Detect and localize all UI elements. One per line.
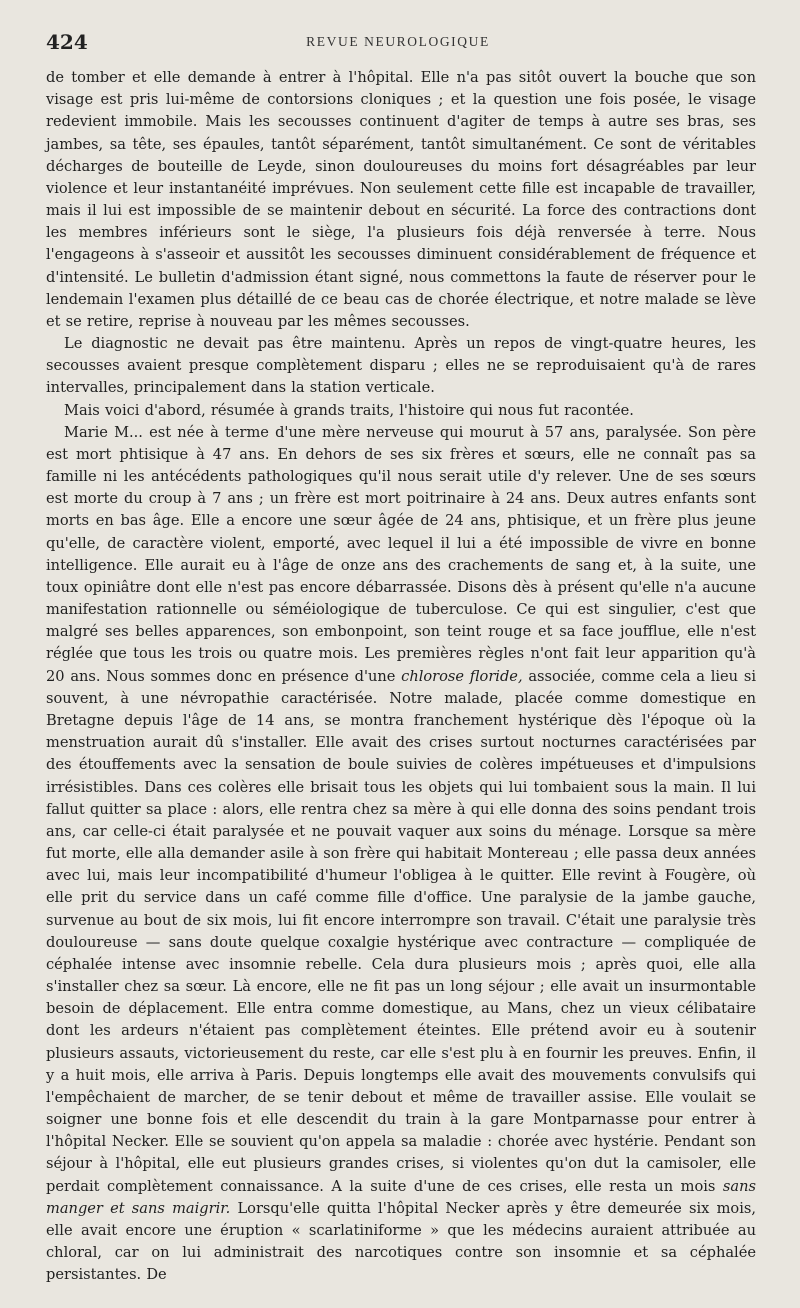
paragraph — [46, 400, 756, 422]
text-run: Marie M... est née à terme d'une mère nerveuse qui mourut à 57 ans, paralysée. Son père est mort phtisique à 47 ans. En dehors de ses six frères et sœurs, elle ne connaît pas sa famille ni les antécédents pathologiques qu'il nous serait utile d'y relever. Une de ses sœurs est morte du croup à 7 ans ; un frère est mort poitrinaire à 24 ans. Deux autres enfants sont morts en bas âge. Elle a encore une sœur âgée de 24 ans, phtisique, et un frère plus jeune qu'elle, de caractère violent, emporté, avec lequel il lui a été impossible de vivre en bonne intelligence. Elle aurait eu à l'âge de onze ans des crachements de sang et, à la suite, une toux opiniâtre dont elle n'est pas encore débarrassée. Disons dès à présent qu'elle n'a aucune manifestation rationnelle ou séméiologique de tuberculose. Ce qui est singulier, c'est que malgré ses belles apparences, son embonpoint, son teint rouge et sa face joufflue, elle n'est réglée que tous les trois ou quatre mois. Les premières règles n'ont fait leur apparition qu'à 20 ans. Nous sommes donc en présence d'une — [46, 423, 756, 685]
paragraph — [46, 67, 756, 333]
text-run: associée, comme cela a lieu si souvent, à une névropathie caractérisée. Notre malade, placée comme domestique en Bretagne depuis l'âge de 14 ans, se montra franchement hystérique dès l'époque où la menstruation aurait dû s'installer. Elle avait des crises surtout nocturnes caractérisées par des étouffements avec la sensation de boule suivies de colères impétueuses et d'impulsions irrésistibles. Dans ces colères elle brisait tous les objets qui lui tombaient sous la main. Il lui fallut quitter sa place : alors, elle rentra chez sa mère à qui elle donna des soins pendant trois ans, car celle-ci était paralysée et ne pouvait vaquer aux soins du ménage. Lorsque sa mère fut morte, elle alla demander asile à son frère qui habitait Montereau ; elle passa deux années avec lui, mais leur incompatibilité d'humeur l'obligea à le quitter. Elle revint à Fougère, où elle prit du service dans un café comme fille d'office. Une paralysie de la jambe gauche, survenue au bout de six mois, lui fit encore interrompre son travail. C'était une paralysie très douloureuse — sans doute quelque coxalgie hystérique avec contracture — compliquée de céphalée intense avec insomnie rebelle. Cela dura plusieurs mois ; après quoi, elle alla s'installer chez sa sœur. Là encore, elle ne fit pas un long séjour ; elle avait un insurmontable besoin de déplacement. Elle entra comme domestique, au Mans, chez un vieux célibataire dont les ardeurs n'étaient pas complètement éteintes. Elle prétend avoir eu à soutenir plusieurs assauts, victorieusement du reste, car elle s'est plu à en fournir les preuves. Enfin, il y a huit mois, elle arriva à Paris. Depuis longtemps elle avait des mouvements convulsifs qui l'empêchaient de marcher, de se tenir debout et même de travailler assise. Elle voulait se soigner une bonne fois et elle descendit du train à la gare Montparnasse pour entrer à l'hôpital Necker. Elle se souvient qu'on appela sa maladie : chorée avec hystérie. Pendant son séjour à l'hôpital, elle eut plusieurs grandes crises, si violentes qu'on dut la camisoler, elle perdait complètement connaissance. A la suite d'une de ces crises, elle resta un mois — [46, 667, 756, 1195]
text-run: de tomber et elle demande à entrer à l'hôpital. Elle n'a pas sitôt ouvert la bouche que son visage est pris lui-même de contorsions cloniques ; et la question une fois posée, le visage redevient immobile. Mais les secousses continuent d'agiter de temps à autre ses bras, ses jambes, sa tête, ses épaules, tantôt séparément, tantôt simultanément. Ce sont de véritables décharges de bouteille de Leyde, sinon douloureuses du moins fort désagréables par leur violence et leur instantanéité imprévues. Non seulement cette fille est incapable de travailler, mais il lui est impossible de se maintenir debout en sécurité. La force des contractions dont les membres inférieurs sont le siège, l'a plusieurs fois déjà renversée à terre. Nous l'engageons à s'asseoir et aussitôt les secousses diminuent considérablement de fréquence et d'intensité. Le bulletin d'admission étant signé, nous commettons la faute de réserver pour le lendemain l'examen plus détaillé de ce beau cas de chorée électrique, et notre malade se lève et se retire, reprise à nouveau par les mêmes secousses. — [46, 69, 756, 330]
italic-phrase: sans manger et sans maigrir. — [46, 1177, 756, 1217]
text-run: Le diagnostic ne devait pas être maintenu. Après un repos de vingt-quatre heures, les secousses avaient presque complètement disparu ; elles ne se reproduisaient qu'à de rares intervalles, principalement dans la station verticale. — [46, 335, 756, 397]
paragraph — [46, 333, 756, 400]
text-run: Lorsqu'elle quitta l'hôpital Necker après y être demeurée six mois, elle avait encore une éruption « scarlatiniforme » que les médecins auraient attribuée au chloral, car on lui administrait des narcotiques contre son insomnie et sa céphalée persistantes. De — [46, 1199, 756, 1284]
text-run: Mais voici d'abord, résumée à grands traits, l'histoire qui nous fut racontée. — [64, 401, 634, 419]
page-header — [46, 30, 770, 58]
paragraph — [46, 422, 756, 1287]
italic-phrase: chlorose floride, — [401, 667, 523, 685]
body-text — [46, 67, 756, 1286]
page-number: 424 — [46, 30, 88, 54]
running-title: REVUE NEUROLOGIQUE — [306, 34, 490, 49]
